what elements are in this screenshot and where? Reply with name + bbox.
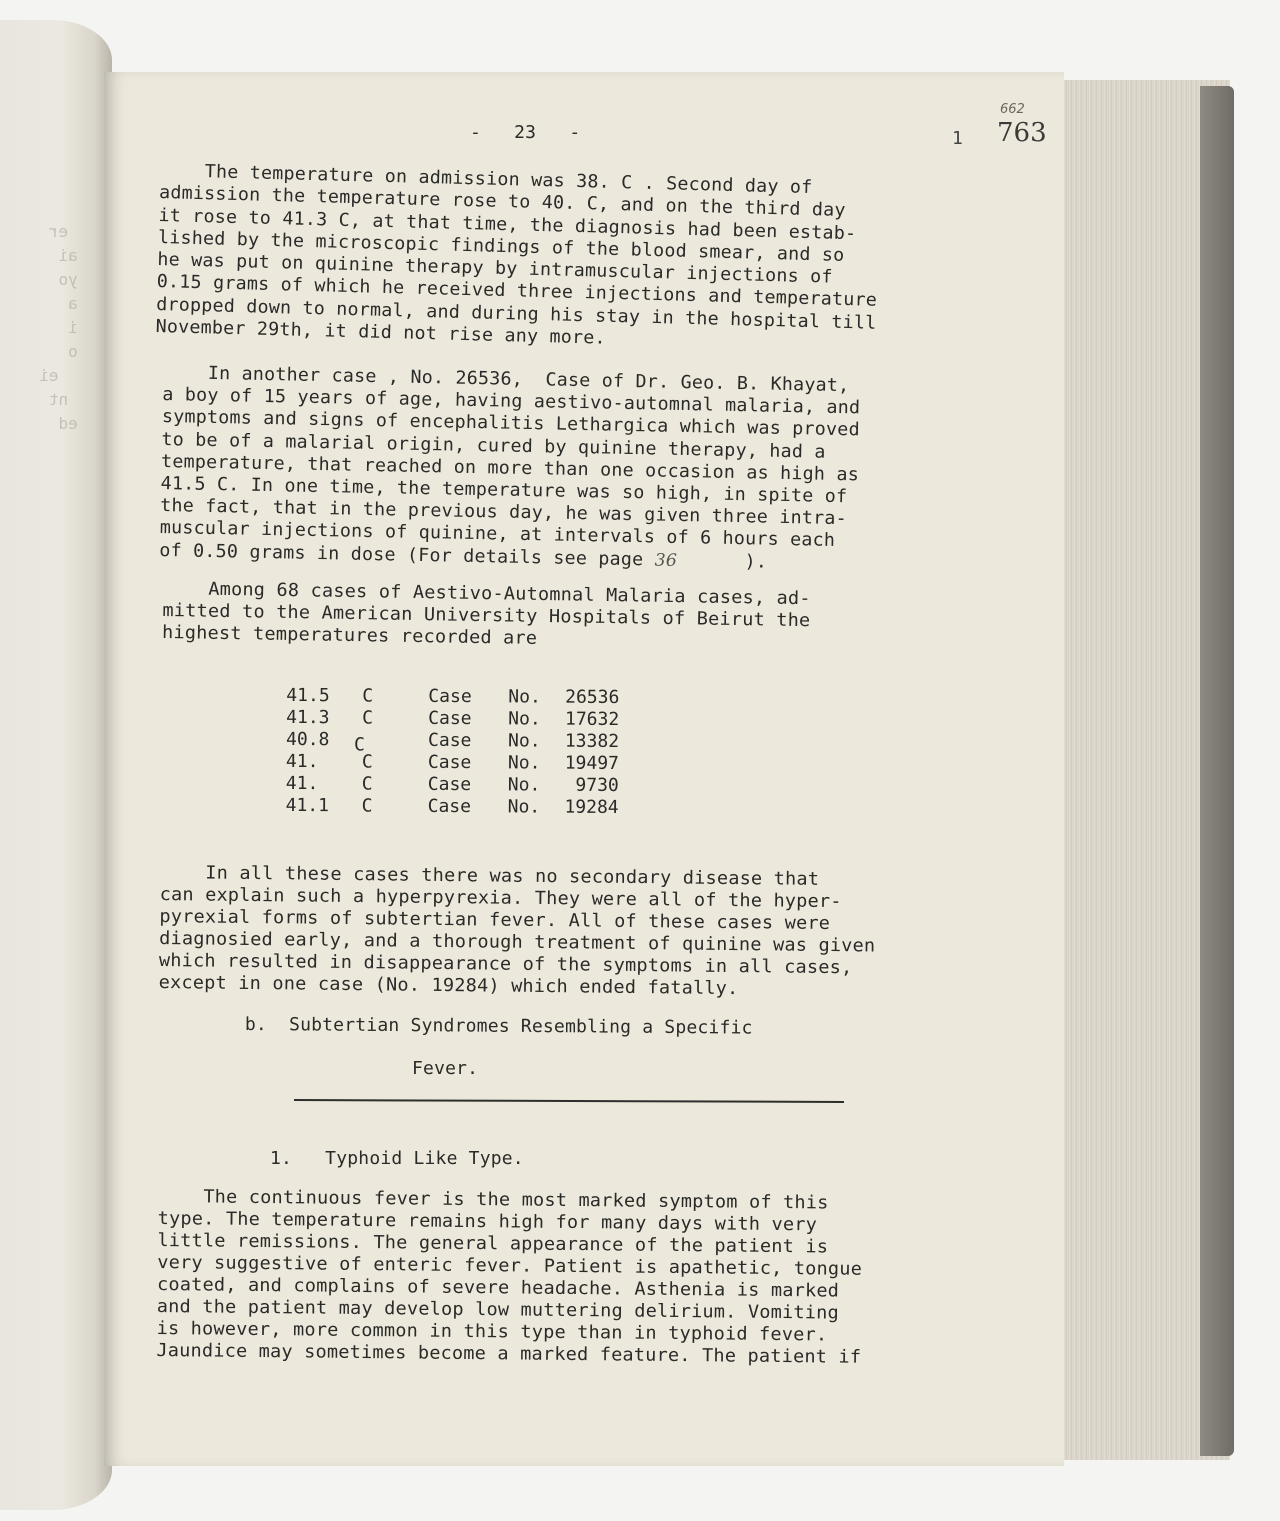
temperature-cell: 41. [285,772,319,795]
paragraph-admission-temperature: The temperature on admission was 38. C . Second day of admission the temperature rose to 40. C, and on the third day it rose to 41.3 C, at that time, the diagnosis had been estab- lished by the microscopic findings of the blood smear, and so he was put on quinine therapy by intramuscular injections of 0.15 grams of which he received three injections and temperature dropped down to normal, and during his stay in the hospital till November 29th, it did not rise any more. [155,160,878,349]
case-cell: Case [428,685,472,708]
case-number-cell: 13382 [564,730,620,753]
temperature-cell: 41.1 [285,794,330,817]
paragraph-case-26536 [159,362,861,575]
table-row [286,773,619,797]
table-row [286,685,619,709]
section-heading-b: b. Subtertian Syndromes Resembling a Specific [244,1014,753,1039]
case-cell: Case [427,773,472,796]
unit-cell: C [353,734,365,756]
paragraph-hyperpyrexia: In all these cases there was no secondary disease that can explain such a hyperpyrexia. They were all of the hyper- pyrexial forms of subtertian fever. All of these cases were diagnosied early, and a thorough treatment of quinine was given which resulted in disappearance of the symptoms in all cases, except in one case (No. 19284) which ended fatally. [158,862,876,1000]
unit-cell: C [361,751,373,773]
table-row [286,728,620,756]
temperature-cell: 41.3 [286,706,330,729]
unit-cell: C [362,707,374,729]
case-cell: Case [428,729,472,752]
case-cell: Case [428,707,472,730]
no-cell: No. [508,686,541,708]
stamp-mark: 1 [952,128,963,149]
paragraph-68-cases: Among 68 cases of Aestivo-Automnal Malaria cases, ad- mitted to the American University Hospitals of Beirut the highest temperatures recorded are [161,578,811,649]
case-number-cell: 9730 [575,774,619,797]
previous-page-edge [0,20,112,1510]
no-cell: No. [507,796,541,818]
no-cell: No. [508,708,541,730]
bleed-through-text: er ai yo a i o ei nt ed [39,222,78,433]
table-row [286,751,619,775]
temperature-cell: 40.8 [286,728,330,751]
paragraph-case-26536-text: In another case , No. 26536, Case of Dr. Geo. B. Khayat, a boy of 15 years of age, having aestivo-automnal malaria, and symptoms and signs of encephalitis Lethargica which was proved to be of a malarial origin, cured by quinine therapy, had a temperature, that reached on more than one occasion as high as 41.5 C. In one time, the temperature was so high, in spite of the fact, that in the previous day, he was given three intra- muscular injections of quinine, at intervals of 6 hours each of 0.50 grams in dose (For details see page [159,362,861,571]
no-cell: No. [507,774,541,796]
case-cell: Case [427,795,472,818]
case-number-cell: 26536 [565,686,620,709]
temperature-table [286,685,620,819]
stamped-page-number: 763 [997,118,1047,148]
case-cell: Case [427,751,472,774]
handwritten-page-ref: 36 [654,550,678,571]
case-number-cell: 19497 [564,752,619,775]
temperature-cell: 41.5 [286,684,330,707]
paragraph-case-26536-end: ). [676,549,768,573]
case-number-cell: 19284 [564,796,619,819]
book-cover-edge [1200,86,1234,1456]
unit-cell: C [361,773,373,795]
temperature-cell: 41. [285,750,319,773]
unit-cell: C [361,795,373,817]
no-cell: No. [508,730,541,752]
subsection-heading-typhoid: 1. Typhoid Like Type. [270,1148,524,1169]
table-row [286,795,619,819]
case-number-cell: 17632 [564,708,620,731]
section-heading-fever: Fever. [412,1058,479,1079]
paragraph-typhoid-like: The continuous fever is the most marked symptom of this type. The temperature remains high for many days with very little remissions. The general appearance of the patient is very suggestive of enteric fever. Patient is apathetic, tongue coated, and complains of severe headache. Asthenia is marked and the patient may develop low muttering delirium. Vomiting is however, more common in this type than in typhoid fever. Jaundice may sometimes become a marked feature. The patient if [156,1186,863,1368]
table-row [286,707,619,731]
unit-cell: C [362,685,374,707]
page-header: - 23 - [470,122,581,143]
no-cell: No. [507,752,541,774]
pencil-page-number: 662 [1000,102,1025,117]
